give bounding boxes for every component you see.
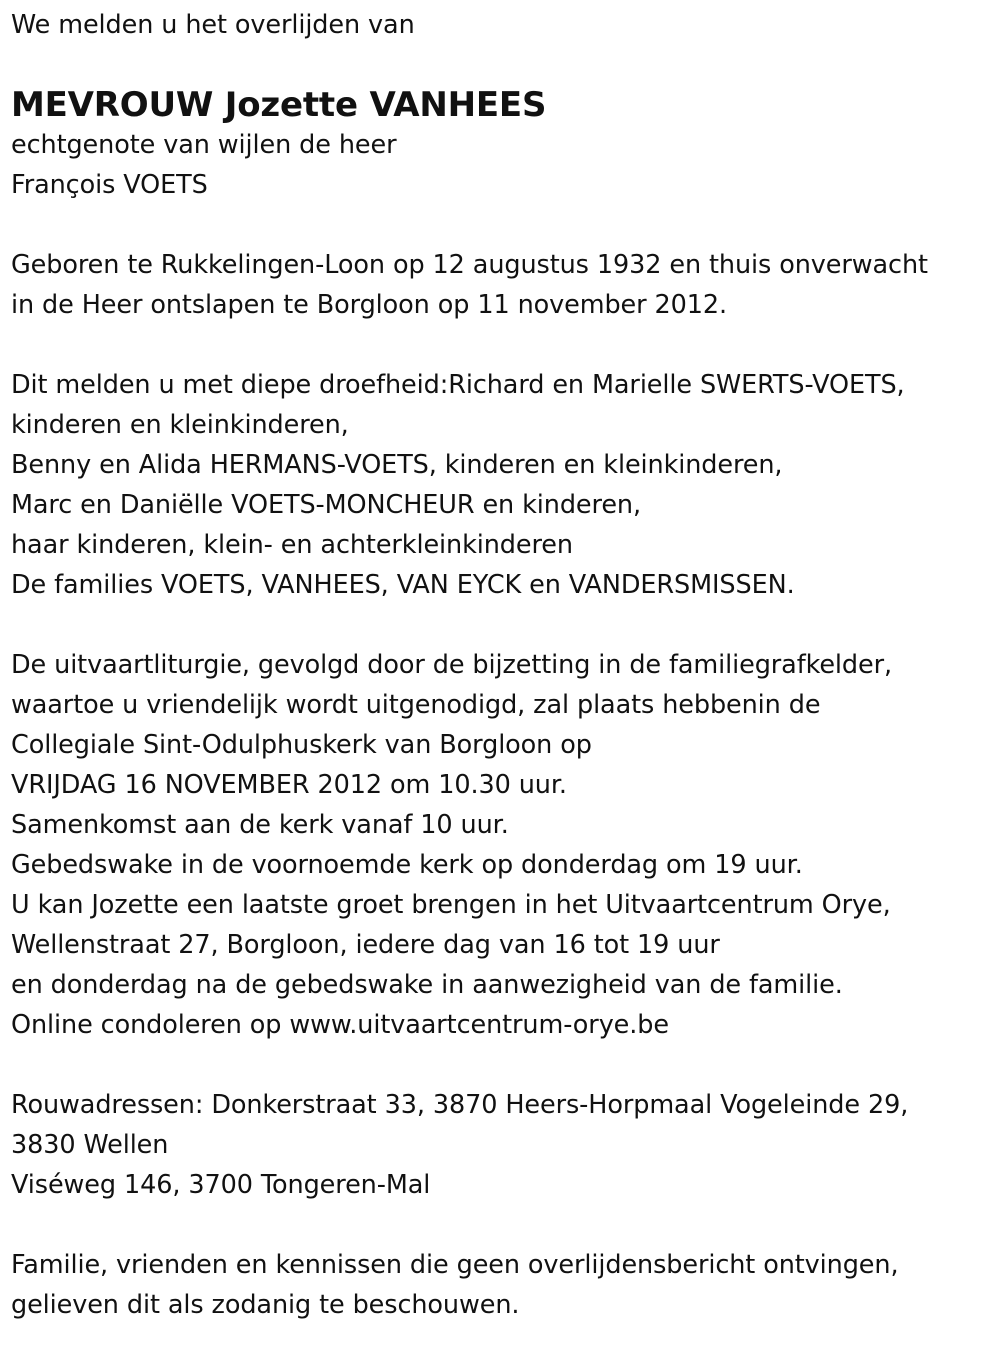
spacer [11, 1045, 991, 1085]
address-line: 3830 Wellen [11, 1130, 169, 1160]
funeral-line: U kan Jozette een laatste groet brengen in het Uitvaartcentrum Orye, [11, 890, 891, 920]
spacer [11, 325, 991, 365]
spacer [11, 1205, 991, 1245]
death-notice [11, 5, 991, 1325]
mourners-line: haar kinderen, klein- en achterkleinkinderen [11, 530, 573, 560]
mourners-line: Marc en Daniëlle VOETS-MONCHEUR en kinderen, [11, 490, 641, 520]
mourners-line: kinderen en kleinkinderen, [11, 410, 349, 440]
condolence-website-line: Online condoleren op www.uitvaartcentrum-orye.be [11, 1010, 669, 1040]
mourners-line: Benny en Alida HERMANS-VOETS, kinderen en kleinkinderen, [11, 450, 783, 480]
mourners-line: Dit melden u met diepe droefheid:Richard en Marielle SWERTS-VOETS, [11, 370, 905, 400]
funeral-line: en donderdag na de gebedswake in aanwezigheid van de familie. [11, 970, 843, 1000]
funeral-line: De uitvaartliturgie, gevolgd door de bijzetting in de familiegrafkelder, [11, 650, 892, 680]
closing-line: Familie, vrienden en kennissen die geen overlijdensbericht ontvingen, [11, 1250, 899, 1280]
deceased-name: MEVROUW Jozette VANHEES [11, 85, 547, 125]
closing-line: gelieven dit als zodanig te beschouwen. [11, 1290, 520, 1320]
funeral-line: Wellenstraat 27, Borgloon, iedere dag van 16 tot 19 uur [11, 930, 720, 960]
funeral-line: VRIJDAG 16 NOVEMBER 2012 om 10.30 uur. [11, 770, 567, 800]
address-line: Rouwadressen: Donkerstraat 33, 3870 Heers-Horpmaal Vogeleinde 29, [11, 1090, 909, 1120]
mourners-line: De families VOETS, VANHEES, VAN EYCK en VANDERSMISSEN. [11, 570, 795, 600]
spacer [11, 45, 991, 85]
spacer [11, 605, 991, 645]
spouse-line-2: François VOETS [11, 170, 208, 200]
spouse-line-1: echtgenote van wijlen de heer [11, 130, 397, 160]
spacer [11, 205, 991, 245]
funeral-line: Collegiale Sint-Odulphuskerk van Borgloon op [11, 730, 592, 760]
birth-death-line: Geboren te Rukkelingen-Loon op 12 augustus 1932 en thuis onverwacht [11, 250, 928, 280]
birth-death-line: in de Heer ontslapen te Borgloon op 11 november 2012. [11, 290, 728, 320]
funeral-line: Gebedswake in de voornoemde kerk op donderdag om 19 uur. [11, 850, 803, 880]
address-line: Viséweg 146, 3700 Tongeren-Mal [11, 1170, 431, 1200]
funeral-line: Samenkomst aan de kerk vanaf 10 uur. [11, 810, 509, 840]
intro-text: We melden u het overlijden van [11, 10, 415, 40]
funeral-line: waartoe u vriendelijk wordt uitgenodigd, zal plaats hebbenin de [11, 690, 821, 720]
